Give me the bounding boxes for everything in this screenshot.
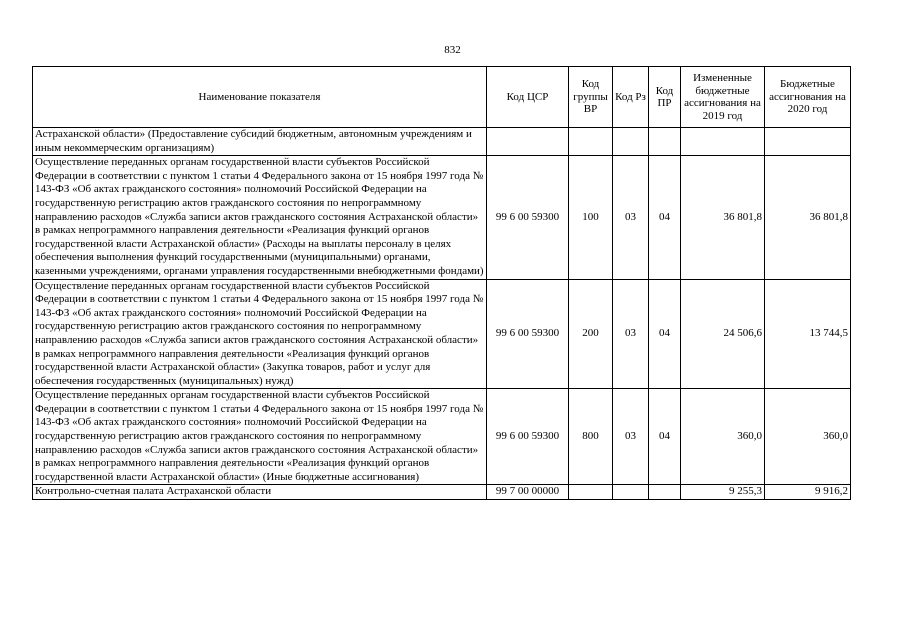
header-csr: Код ЦСР bbox=[487, 67, 569, 128]
row-rz: 03 bbox=[613, 279, 649, 389]
row-2020 bbox=[765, 128, 851, 156]
row-csr bbox=[487, 128, 569, 156]
row-name: Осуществление переданных органам государственной власти субъектов Российской Федерации в соответствии с пунктом 1 статьи 4 Федерального закона от 15 ноября 1997 года № 143-ФЗ «Об актах гражданского состояния» полномочий Российской Федерации на государственную регистрацию актов гражданского состояния по непрограммному направлению расходов «Служба записи актов гражданского состояния Астраханской области» в рамках непрограммного направления деятельности «Реализация функций органов государственной власти Астраханской области» (Расходы на выплаты персоналу в целях обеспечения выполнения функций государственными (муниципальными) органами, казенными учреждениями, органами управления государственными внебюджетными фондами) bbox=[33, 156, 487, 279]
row-2020: 360,0 bbox=[765, 389, 851, 485]
table-row bbox=[33, 128, 851, 156]
header-rz: Код Рз bbox=[613, 67, 649, 128]
row-2020: 9 916,2 bbox=[765, 485, 851, 500]
row-csr: 99 6 00 59300 bbox=[487, 279, 569, 389]
row-name: Контрольно-счетная палата Астраханской области bbox=[33, 485, 487, 500]
budget-table bbox=[32, 66, 851, 500]
row-2020: 13 744,5 bbox=[765, 279, 851, 389]
row-pr: 04 bbox=[649, 279, 681, 389]
row-2019 bbox=[681, 128, 765, 156]
header-2020: Бюджетные ассигнования на 2020 год bbox=[765, 67, 851, 128]
row-pr bbox=[649, 128, 681, 156]
row-rz: 03 bbox=[613, 156, 649, 279]
row-pr: 04 bbox=[649, 156, 681, 279]
row-vr bbox=[569, 128, 613, 156]
header-vr: Код группы ВР bbox=[569, 67, 613, 128]
row-name: Осуществление переданных органам государственной власти субъектов Российской Федерации в соответствии с пунктом 1 статьи 4 Федерального закона от 15 ноября 1997 года № 143-ФЗ «Об актах гражданского состояния» полномочий Российской Федерации на государственную регистрацию актов гражданского состояния по непрограммному направлению расходов «Служба записи актов гражданского состояния Астраханской области» в рамках непрограммного направления деятельности «Реализация функций органов государственной власти Астраханской области» (Закупка товаров, работ и услуг для обеспечения государственных (муниципальных) нужд) bbox=[33, 279, 487, 389]
row-pr bbox=[649, 485, 681, 500]
row-vr: 100 bbox=[569, 156, 613, 279]
table-row bbox=[33, 389, 851, 485]
row-rz: 03 bbox=[613, 389, 649, 485]
row-name: Осуществление переданных органам государственной власти субъектов Российской Федерации в соответствии с пунктом 1 статьи 4 Федерального закона от 15 ноября 1997 года № 143-ФЗ «Об актах гражданского состояния» полномочий Российской Федерации на государственную регистрацию актов гражданского состояния по непрограммному направлению расходов «Служба записи актов гражданского состояния Астраханской области» в рамках непрограммного направления деятельности «Реализация функций органов государственной власти Астраханской области» (Иные бюджетные ассигнования) bbox=[33, 389, 487, 485]
table-row bbox=[33, 485, 851, 500]
row-name: Астраханской области» (Предоставление субсидий бюджетным, автономным учреждениям и иным некоммерческим организациям) bbox=[33, 128, 487, 156]
row-csr: 99 6 00 59300 bbox=[487, 389, 569, 485]
table-row bbox=[33, 279, 851, 389]
header-2019: Измененные бюджетные ассигнования на 2019 год bbox=[681, 67, 765, 128]
table-row bbox=[33, 156, 851, 279]
row-csr: 99 6 00 59300 bbox=[487, 156, 569, 279]
row-rz bbox=[613, 485, 649, 500]
row-vr bbox=[569, 485, 613, 500]
row-2019: 24 506,6 bbox=[681, 279, 765, 389]
header-name: Наименование показателя bbox=[33, 67, 487, 128]
row-csr: 99 7 00 00000 bbox=[487, 485, 569, 500]
header-pr: Код ПР bbox=[649, 67, 681, 128]
row-2019: 36 801,8 bbox=[681, 156, 765, 279]
row-pr: 04 bbox=[649, 389, 681, 485]
row-rz bbox=[613, 128, 649, 156]
row-vr: 800 bbox=[569, 389, 613, 485]
page-number: 832 bbox=[444, 44, 461, 56]
row-2020: 36 801,8 bbox=[765, 156, 851, 279]
row-2019: 360,0 bbox=[681, 389, 765, 485]
table-header-row bbox=[33, 67, 851, 128]
row-2019: 9 255,3 bbox=[681, 485, 765, 500]
row-vr: 200 bbox=[569, 279, 613, 389]
